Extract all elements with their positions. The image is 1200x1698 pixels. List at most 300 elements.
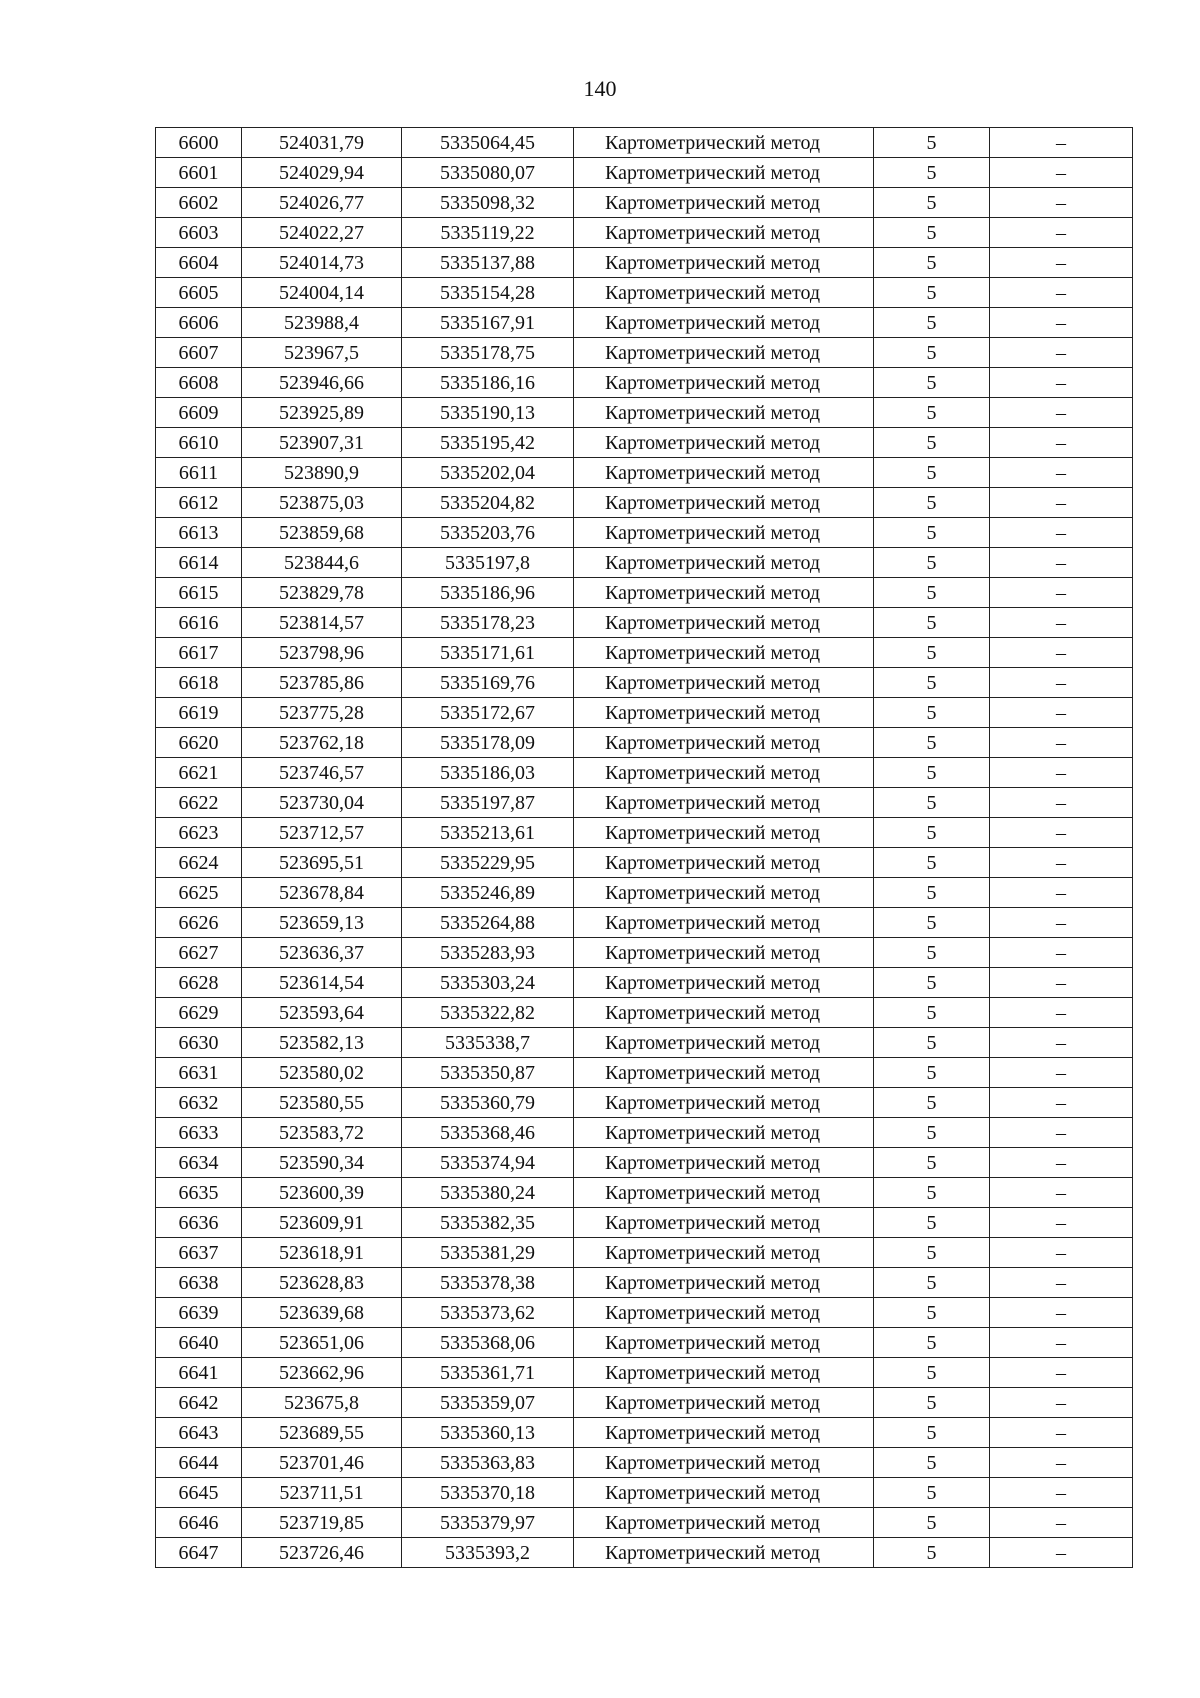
point-number-cell: 6634 — [156, 1148, 242, 1178]
accuracy-cell: 5 — [874, 188, 990, 218]
description-cell: – — [990, 1118, 1133, 1148]
x-coordinate-cell: 523701,46 — [242, 1448, 402, 1478]
table-row — [156, 1328, 1133, 1358]
x-coordinate-cell: 523582,13 — [242, 1028, 402, 1058]
x-coordinate-cell: 523785,86 — [242, 668, 402, 698]
accuracy-cell: 5 — [874, 1418, 990, 1448]
y-coordinate-cell: 5335382,35 — [402, 1208, 574, 1238]
description-cell: – — [990, 1088, 1133, 1118]
method-cell: Картометрический метод — [574, 1268, 874, 1298]
table-row — [156, 818, 1133, 848]
description-cell: – — [990, 1028, 1133, 1058]
point-number-cell: 6638 — [156, 1268, 242, 1298]
description-cell: – — [990, 158, 1133, 188]
method-cell: Картометрический метод — [574, 1418, 874, 1448]
y-coordinate-cell: 5335197,8 — [402, 548, 574, 578]
accuracy-cell: 5 — [874, 1298, 990, 1328]
point-number-cell: 6624 — [156, 848, 242, 878]
y-coordinate-cell: 5335178,09 — [402, 728, 574, 758]
y-coordinate-cell: 5335322,82 — [402, 998, 574, 1028]
accuracy-cell: 5 — [874, 1118, 990, 1148]
point-number-cell: 6614 — [156, 548, 242, 578]
y-coordinate-cell: 5335370,18 — [402, 1478, 574, 1508]
point-number-cell: 6635 — [156, 1178, 242, 1208]
accuracy-cell: 5 — [874, 278, 990, 308]
table-row — [156, 1478, 1133, 1508]
x-coordinate-cell: 523628,83 — [242, 1268, 402, 1298]
point-number-cell: 6631 — [156, 1058, 242, 1088]
method-cell: Картометрический метод — [574, 128, 874, 158]
method-cell: Картометрический метод — [574, 278, 874, 308]
table-row — [156, 938, 1133, 968]
method-cell: Картометрический метод — [574, 548, 874, 578]
accuracy-cell: 5 — [874, 458, 990, 488]
y-coordinate-cell: 5335167,91 — [402, 308, 574, 338]
accuracy-cell: 5 — [874, 1208, 990, 1238]
point-number-cell: 6610 — [156, 428, 242, 458]
table-row — [156, 1118, 1133, 1148]
y-coordinate-cell: 5335186,03 — [402, 758, 574, 788]
y-coordinate-cell: 5335186,16 — [402, 368, 574, 398]
point-number-cell: 6637 — [156, 1238, 242, 1268]
description-cell: – — [990, 1208, 1133, 1238]
table-row — [156, 368, 1133, 398]
coordinates-table-body — [156, 128, 1133, 1568]
description-cell: – — [990, 398, 1133, 428]
description-cell: – — [990, 728, 1133, 758]
y-coordinate-cell: 5335137,88 — [402, 248, 574, 278]
y-coordinate-cell: 5335064,45 — [402, 128, 574, 158]
point-number-cell: 6601 — [156, 158, 242, 188]
x-coordinate-cell: 523859,68 — [242, 518, 402, 548]
method-cell: Картометрический метод — [574, 848, 874, 878]
accuracy-cell: 5 — [874, 698, 990, 728]
table-row — [156, 1538, 1133, 1568]
x-coordinate-cell: 523593,64 — [242, 998, 402, 1028]
accuracy-cell: 5 — [874, 1508, 990, 1538]
method-cell: Картометрический метод — [574, 1118, 874, 1148]
description-cell: – — [990, 878, 1133, 908]
point-number-cell: 6632 — [156, 1088, 242, 1118]
method-cell: Картометрический метод — [574, 1238, 874, 1268]
x-coordinate-cell: 523711,51 — [242, 1478, 402, 1508]
point-number-cell: 6612 — [156, 488, 242, 518]
table-row — [156, 728, 1133, 758]
point-number-cell: 6607 — [156, 338, 242, 368]
point-number-cell: 6630 — [156, 1028, 242, 1058]
table-row — [156, 668, 1133, 698]
description-cell: – — [990, 818, 1133, 848]
description-cell: – — [990, 938, 1133, 968]
x-coordinate-cell: 523639,68 — [242, 1298, 402, 1328]
y-coordinate-cell: 5335195,42 — [402, 428, 574, 458]
accuracy-cell: 5 — [874, 728, 990, 758]
accuracy-cell: 5 — [874, 1178, 990, 1208]
point-number-cell: 6616 — [156, 608, 242, 638]
method-cell: Картометрический метод — [574, 1508, 874, 1538]
method-cell: Картометрический метод — [574, 1448, 874, 1478]
table-row — [156, 1208, 1133, 1238]
y-coordinate-cell: 5335190,13 — [402, 398, 574, 428]
x-coordinate-cell: 524014,73 — [242, 248, 402, 278]
x-coordinate-cell: 524031,79 — [242, 128, 402, 158]
table-row — [156, 1058, 1133, 1088]
method-cell: Картометрический метод — [574, 608, 874, 638]
method-cell: Картометрический метод — [574, 938, 874, 968]
accuracy-cell: 5 — [874, 1088, 990, 1118]
y-coordinate-cell: 5335172,67 — [402, 698, 574, 728]
y-coordinate-cell: 5335202,04 — [402, 458, 574, 488]
accuracy-cell: 5 — [874, 428, 990, 458]
x-coordinate-cell: 523614,54 — [242, 968, 402, 998]
y-coordinate-cell: 5335378,38 — [402, 1268, 574, 1298]
method-cell: Картометрический метод — [574, 998, 874, 1028]
method-cell: Картометрический метод — [574, 1538, 874, 1568]
x-coordinate-cell: 523946,66 — [242, 368, 402, 398]
accuracy-cell: 5 — [874, 1478, 990, 1508]
x-coordinate-cell: 523875,03 — [242, 488, 402, 518]
method-cell: Картометрический метод — [574, 1298, 874, 1328]
description-cell: – — [990, 548, 1133, 578]
point-number-cell: 6613 — [156, 518, 242, 548]
table-row — [156, 968, 1133, 998]
method-cell: Картометрический метод — [574, 218, 874, 248]
description-cell: – — [990, 1538, 1133, 1568]
x-coordinate-cell: 523746,57 — [242, 758, 402, 788]
description-cell: – — [990, 848, 1133, 878]
accuracy-cell: 5 — [874, 788, 990, 818]
description-cell: – — [990, 1508, 1133, 1538]
table-row — [156, 338, 1133, 368]
point-number-cell: 6645 — [156, 1478, 242, 1508]
method-cell: Картометрический метод — [574, 818, 874, 848]
description-cell: – — [990, 608, 1133, 638]
point-number-cell: 6608 — [156, 368, 242, 398]
y-coordinate-cell: 5335379,97 — [402, 1508, 574, 1538]
description-cell: – — [990, 1478, 1133, 1508]
table-row — [156, 908, 1133, 938]
accuracy-cell: 5 — [874, 668, 990, 698]
x-coordinate-cell: 523583,72 — [242, 1118, 402, 1148]
x-coordinate-cell: 523762,18 — [242, 728, 402, 758]
coordinates-table — [155, 127, 1133, 1568]
method-cell: Картометрический метод — [574, 878, 874, 908]
point-number-cell: 6606 — [156, 308, 242, 338]
table-row — [156, 998, 1133, 1028]
accuracy-cell: 5 — [874, 878, 990, 908]
x-coordinate-cell: 524026,77 — [242, 188, 402, 218]
x-coordinate-cell: 524004,14 — [242, 278, 402, 308]
table-row — [156, 1298, 1133, 1328]
x-coordinate-cell: 523662,96 — [242, 1358, 402, 1388]
table-row — [156, 1388, 1133, 1418]
table-row — [156, 308, 1133, 338]
method-cell: Картометрический метод — [574, 668, 874, 698]
x-coordinate-cell: 523580,02 — [242, 1058, 402, 1088]
x-coordinate-cell: 523907,31 — [242, 428, 402, 458]
description-cell: – — [990, 1358, 1133, 1388]
point-number-cell: 6646 — [156, 1508, 242, 1538]
method-cell: Картометрический метод — [574, 1208, 874, 1238]
accuracy-cell: 5 — [874, 1388, 990, 1418]
accuracy-cell: 5 — [874, 908, 990, 938]
accuracy-cell: 5 — [874, 578, 990, 608]
table-row — [156, 1418, 1133, 1448]
method-cell: Картометрический метод — [574, 158, 874, 188]
point-number-cell: 6644 — [156, 1448, 242, 1478]
accuracy-cell: 5 — [874, 1058, 990, 1088]
table-row — [156, 1028, 1133, 1058]
x-coordinate-cell: 524022,27 — [242, 218, 402, 248]
y-coordinate-cell: 5335368,46 — [402, 1118, 574, 1148]
point-number-cell: 6619 — [156, 698, 242, 728]
method-cell: Картометрический метод — [574, 578, 874, 608]
table-row — [156, 188, 1133, 218]
table-row — [156, 428, 1133, 458]
description-cell: – — [990, 788, 1133, 818]
method-cell: Картометрический метод — [574, 398, 874, 428]
accuracy-cell: 5 — [874, 518, 990, 548]
accuracy-cell: 5 — [874, 818, 990, 848]
y-coordinate-cell: 5335350,87 — [402, 1058, 574, 1088]
point-number-cell: 6609 — [156, 398, 242, 428]
y-coordinate-cell: 5335171,61 — [402, 638, 574, 668]
point-number-cell: 6602 — [156, 188, 242, 218]
description-cell: – — [990, 428, 1133, 458]
y-coordinate-cell: 5335368,06 — [402, 1328, 574, 1358]
x-coordinate-cell: 523580,55 — [242, 1088, 402, 1118]
accuracy-cell: 5 — [874, 848, 990, 878]
y-coordinate-cell: 5335303,24 — [402, 968, 574, 998]
method-cell: Картометрический метод — [574, 728, 874, 758]
y-coordinate-cell: 5335178,23 — [402, 608, 574, 638]
point-number-cell: 6628 — [156, 968, 242, 998]
point-number-cell: 6623 — [156, 818, 242, 848]
y-coordinate-cell: 5335204,82 — [402, 488, 574, 518]
description-cell: – — [990, 278, 1133, 308]
y-coordinate-cell: 5335246,89 — [402, 878, 574, 908]
accuracy-cell: 5 — [874, 1238, 990, 1268]
description-cell: – — [990, 1268, 1133, 1298]
accuracy-cell: 5 — [874, 758, 990, 788]
table-row — [156, 638, 1133, 668]
table-row — [156, 458, 1133, 488]
table-row — [156, 548, 1133, 578]
method-cell: Картометрический метод — [574, 458, 874, 488]
y-coordinate-cell: 5335359,07 — [402, 1388, 574, 1418]
x-coordinate-cell: 523829,78 — [242, 578, 402, 608]
table-row — [156, 1088, 1133, 1118]
x-coordinate-cell: 523844,6 — [242, 548, 402, 578]
table-row — [156, 1148, 1133, 1178]
y-coordinate-cell: 5335380,24 — [402, 1178, 574, 1208]
accuracy-cell: 5 — [874, 938, 990, 968]
y-coordinate-cell: 5335119,22 — [402, 218, 574, 248]
description-cell: – — [990, 488, 1133, 518]
accuracy-cell: 5 — [874, 338, 990, 368]
description-cell: – — [990, 908, 1133, 938]
y-coordinate-cell: 5335186,96 — [402, 578, 574, 608]
point-number-cell: 6633 — [156, 1118, 242, 1148]
table-row — [156, 128, 1133, 158]
x-coordinate-cell: 523636,37 — [242, 938, 402, 968]
x-coordinate-cell: 523775,28 — [242, 698, 402, 728]
accuracy-cell: 5 — [874, 248, 990, 278]
accuracy-cell: 5 — [874, 638, 990, 668]
method-cell: Картометрический метод — [574, 908, 874, 938]
y-coordinate-cell: 5335373,62 — [402, 1298, 574, 1328]
accuracy-cell: 5 — [874, 1538, 990, 1568]
page-number: 140 — [583, 76, 617, 101]
method-cell: Картометрический метод — [574, 1358, 874, 1388]
method-cell: Картометрический метод — [574, 1088, 874, 1118]
accuracy-cell: 5 — [874, 488, 990, 518]
accuracy-cell: 5 — [874, 1328, 990, 1358]
point-number-cell: 6618 — [156, 668, 242, 698]
point-number-cell: 6605 — [156, 278, 242, 308]
method-cell: Картометрический метод — [574, 308, 874, 338]
description-cell: – — [990, 308, 1133, 338]
y-coordinate-cell: 5335374,94 — [402, 1148, 574, 1178]
method-cell: Картометрический метод — [574, 338, 874, 368]
description-cell: – — [990, 1328, 1133, 1358]
y-coordinate-cell: 5335338,7 — [402, 1028, 574, 1058]
table-row — [156, 578, 1133, 608]
method-cell: Картометрический метод — [574, 1058, 874, 1088]
table-row — [156, 218, 1133, 248]
method-cell: Картометрический метод — [574, 1178, 874, 1208]
table-row — [156, 488, 1133, 518]
x-coordinate-cell: 523675,8 — [242, 1388, 402, 1418]
x-coordinate-cell: 523726,46 — [242, 1538, 402, 1568]
point-number-cell: 6600 — [156, 128, 242, 158]
table-row — [156, 878, 1133, 908]
method-cell: Картометрический метод — [574, 188, 874, 218]
x-coordinate-cell: 523890,9 — [242, 458, 402, 488]
y-coordinate-cell: 5335283,93 — [402, 938, 574, 968]
description-cell: – — [990, 968, 1133, 998]
table-row — [156, 788, 1133, 818]
description-cell: – — [990, 668, 1133, 698]
y-coordinate-cell: 5335178,75 — [402, 338, 574, 368]
table-row — [156, 518, 1133, 548]
point-number-cell: 6615 — [156, 578, 242, 608]
table-row — [156, 158, 1133, 188]
method-cell: Картометрический метод — [574, 368, 874, 398]
y-coordinate-cell: 5335080,07 — [402, 158, 574, 188]
description-cell: – — [990, 188, 1133, 218]
table-row — [156, 698, 1133, 728]
y-coordinate-cell: 5335363,83 — [402, 1448, 574, 1478]
method-cell: Картометрический метод — [574, 1028, 874, 1058]
point-number-cell: 6625 — [156, 878, 242, 908]
table-row — [156, 1448, 1133, 1478]
x-coordinate-cell: 523967,5 — [242, 338, 402, 368]
point-number-cell: 6621 — [156, 758, 242, 788]
table-row — [156, 1358, 1133, 1388]
description-cell: – — [990, 1448, 1133, 1478]
point-number-cell: 6641 — [156, 1358, 242, 1388]
y-coordinate-cell: 5335213,61 — [402, 818, 574, 848]
point-number-cell: 6639 — [156, 1298, 242, 1328]
point-number-cell: 6620 — [156, 728, 242, 758]
y-coordinate-cell: 5335264,88 — [402, 908, 574, 938]
x-coordinate-cell: 523618,91 — [242, 1238, 402, 1268]
x-coordinate-cell: 523659,13 — [242, 908, 402, 938]
x-coordinate-cell: 523689,55 — [242, 1418, 402, 1448]
x-coordinate-cell: 523719,85 — [242, 1508, 402, 1538]
description-cell: – — [990, 1238, 1133, 1268]
description-cell: – — [990, 458, 1133, 488]
point-number-cell: 6626 — [156, 908, 242, 938]
accuracy-cell: 5 — [874, 1268, 990, 1298]
x-coordinate-cell: 523609,91 — [242, 1208, 402, 1238]
description-cell: – — [990, 1178, 1133, 1208]
accuracy-cell: 5 — [874, 1358, 990, 1388]
y-coordinate-cell: 5335169,76 — [402, 668, 574, 698]
x-coordinate-cell: 523925,89 — [242, 398, 402, 428]
table-row — [156, 1178, 1133, 1208]
table-row — [156, 758, 1133, 788]
method-cell: Картометрический метод — [574, 638, 874, 668]
table-row — [156, 248, 1133, 278]
description-cell: – — [990, 998, 1133, 1028]
description-cell: – — [990, 518, 1133, 548]
method-cell: Картометрический метод — [574, 1148, 874, 1178]
description-cell: – — [990, 1148, 1133, 1178]
description-cell: – — [990, 578, 1133, 608]
x-coordinate-cell: 523678,84 — [242, 878, 402, 908]
point-number-cell: 6603 — [156, 218, 242, 248]
description-cell: – — [990, 1418, 1133, 1448]
description-cell: – — [990, 638, 1133, 668]
accuracy-cell: 5 — [874, 968, 990, 998]
accuracy-cell: 5 — [874, 608, 990, 638]
y-coordinate-cell: 5335393,2 — [402, 1538, 574, 1568]
x-coordinate-cell: 523814,57 — [242, 608, 402, 638]
method-cell: Картометрический метод — [574, 428, 874, 458]
y-coordinate-cell: 5335361,71 — [402, 1358, 574, 1388]
description-cell: – — [990, 1058, 1133, 1088]
accuracy-cell: 5 — [874, 218, 990, 248]
point-number-cell: 6647 — [156, 1538, 242, 1568]
method-cell: Картометрический метод — [574, 518, 874, 548]
point-number-cell: 6627 — [156, 938, 242, 968]
description-cell: – — [990, 698, 1133, 728]
accuracy-cell: 5 — [874, 1448, 990, 1478]
point-number-cell: 6604 — [156, 248, 242, 278]
method-cell: Картометрический метод — [574, 968, 874, 998]
accuracy-cell: 5 — [874, 548, 990, 578]
y-coordinate-cell: 5335154,28 — [402, 278, 574, 308]
point-number-cell: 6640 — [156, 1328, 242, 1358]
description-cell: – — [990, 248, 1133, 278]
table-row — [156, 278, 1133, 308]
y-coordinate-cell: 5335381,29 — [402, 1238, 574, 1268]
x-coordinate-cell: 523590,34 — [242, 1148, 402, 1178]
x-coordinate-cell: 524029,94 — [242, 158, 402, 188]
table-row — [156, 398, 1133, 428]
point-number-cell: 6611 — [156, 458, 242, 488]
description-cell: – — [990, 758, 1133, 788]
x-coordinate-cell: 523651,06 — [242, 1328, 402, 1358]
accuracy-cell: 5 — [874, 158, 990, 188]
accuracy-cell: 5 — [874, 1028, 990, 1058]
y-coordinate-cell: 5335360,13 — [402, 1418, 574, 1448]
x-coordinate-cell: 523712,57 — [242, 818, 402, 848]
table-row — [156, 1268, 1133, 1298]
description-cell: – — [990, 128, 1133, 158]
